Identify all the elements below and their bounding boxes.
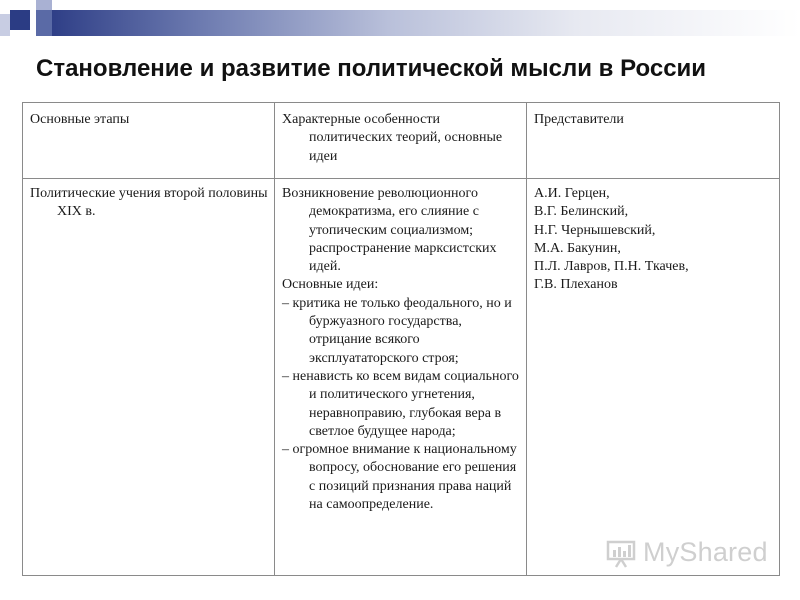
header-gradient-bar: [52, 10, 800, 36]
representative: Н.Г. Чернышевский,: [534, 222, 656, 238]
idea-item: – критика не только феодального, но и буржуазного государства, отрицание всякого эксплуататорского строя;: [282, 295, 512, 366]
representative: Г.В. Плеханов: [534, 277, 618, 293]
header-cell-representatives: Представители: [527, 103, 780, 179]
watermark-text: MyShared: [643, 537, 768, 567]
table-header-row: [23, 103, 780, 179]
table-row: [23, 179, 780, 576]
representative: П.Л. Лавров, П.Н. Ткачев,: [534, 259, 689, 275]
decor-square: [10, 10, 30, 30]
idea-item: – ненависть ко всем видам социального и политического угнетения, неравноправию, глубокая вера в светлое будущее народа;: [282, 368, 519, 439]
stage-cell: Политические учения второй половины XIX в.: [23, 179, 275, 576]
header-cell-stages: Основные этапы: [23, 103, 275, 179]
idea-item: – огромное внимание к национальному вопросу, обоснование его решения с позиций признания права наций на самоопределение.: [282, 442, 517, 513]
slide-title: Становление и развитие политической мысли в России: [36, 55, 707, 82]
features-intro: Возникновение революционного демократизма, его слияние с утопическим социализмом; распространение марксистских идей.: [282, 186, 497, 275]
representatives-cell: [527, 179, 780, 576]
representative: М.А. Бакунин,: [534, 240, 621, 256]
presentation-icon: [605, 538, 639, 568]
features-cell: [275, 179, 527, 576]
ideas-label: Основные идеи:: [282, 277, 379, 293]
watermark: [605, 537, 768, 568]
representative: В.Г. Белинский,: [534, 204, 629, 220]
history-table: [22, 102, 780, 576]
header-cell-features: Характерные особенности политических теорий, основные идеи: [275, 103, 527, 179]
representative: А.И. Герцен,: [534, 186, 610, 201]
slide-header-decoration: [0, 0, 800, 36]
